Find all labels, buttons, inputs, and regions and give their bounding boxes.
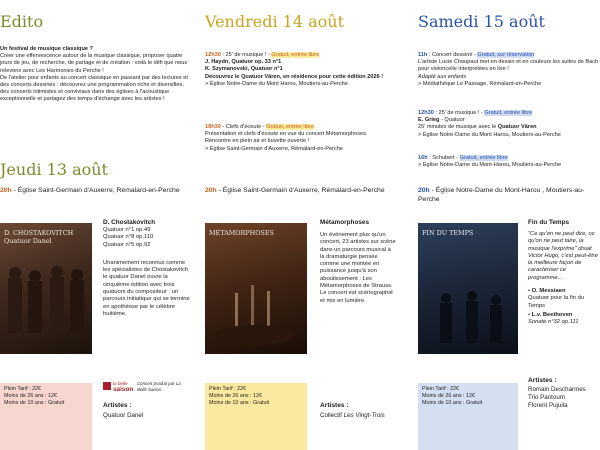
bullet-2-work: Sonate n°32 op.111 [528,319,579,326]
friday-event-1 [205,52,396,88]
saturday-event-2 [418,110,600,139]
friday-venue [205,187,396,196]
saturday-e3-time: 16h [418,155,428,161]
saturday-e2-time: 12h30 [418,110,434,116]
saturday-artists [528,377,600,410]
saturday-venue [418,187,600,204]
saturday-time: 20h [418,187,430,194]
thursday-program-title: D. Chostakovitch [103,219,156,226]
bullet-1-work: Quatuor pour la fin du Temps [528,295,585,309]
friday-e2-line4: > Église Saint-Germain d'Auxerre, Rémalard-en-Perche [205,145,344,152]
artist-name-2: Trio Pantoum [528,394,565,401]
friday-e2-line3: Rencontre en plein air et buvette ouverte ! [205,138,310,145]
edito-paragraph-2: De l'atelier pour enfants au concert classique en passant par des lectures et des concerts dessinés : découvrez une programmation riche et diversifiée, des concerts intimistes et conviviaux dans des églises à l'acoustique exceptionnelle et partagez des temps d'échange avec les artistes ! [0,74,188,103]
saturday-heading: Samedi 15 août [418,12,545,31]
price-under-10: Moins de 10 ans : Gratuit [209,400,270,407]
thursday-artists [103,402,191,420]
saturday-e1-text: : Concert dessiné - [427,52,478,58]
thursday-venue [0,187,191,196]
friday-e2-line2: Présentation et clefs d'écoute en vue du concert Métamorphoses. [205,131,368,138]
trio-silhouette-icon [418,223,518,354]
produced-by: Concert produit par La Belle Saison [137,381,181,392]
thursday-program-line-3: Quatuor n°5 op.92 [103,241,151,248]
saturday-event-1 [418,52,600,88]
artist-name [320,412,396,420]
price-full: Plein Tarif : 22€ [4,386,42,392]
saturday-e2-composer: E. Grieg [418,117,440,124]
price-under-26: Moins de 26 ans : 12€ [422,393,476,400]
artists-title: Artistes : [103,402,132,409]
price-under-26: Moins de 26 ans : 12€ [4,393,58,400]
thursday-program-line-1: Quatuor n°1 op.49 [103,227,151,233]
thursday-program [103,219,191,318]
friday-e1-line2: J. Haydn, Quatuor op. 33 n°1 [205,59,282,66]
friday-heading: Vendredi 14 août [205,12,345,31]
friday-event-2 [205,124,396,153]
saturday-e2-text: : 25' de musique ! - [433,110,485,116]
orchestra-silhouette-icon [205,223,307,354]
friday-venue-text: - Église Saint-Germain d'Auxerre, Rémalard-en-Perche [216,187,385,194]
saturday-e2-work: - Quatuor [439,117,465,124]
bullet-icon: • [528,288,531,295]
artist-name-1: Romain Descharmes [528,386,586,393]
saturday-photo [418,223,518,354]
saturday-e1-time: 11h [418,52,428,58]
friday-e2-time: 18h30 [205,124,221,130]
saturday-prices [418,383,518,450]
price-under-10: Moins de 10 ans : Gratuit [4,400,65,407]
artist-collective: Les Vingt-Trois [343,412,385,419]
column-thursday [0,0,191,450]
friday-artists [320,402,396,420]
saturday-e3-highlight: Gratuit, entrée libre [459,155,508,161]
friday-e1-line3: K. Szymanovski, Quatuor n°1 [205,66,283,73]
thursday-photo-label: D. CHOSTAKOVITCH Quatuor Danel [4,229,74,245]
artist-name: Quatuor Danel [103,412,144,419]
saturday-program [528,219,600,327]
saturday-bullet-2 [528,312,600,319]
friday-e1-highlight: Gratuit, entrée libre [271,52,320,58]
friday-e1-text: : 25' de musique ! - [220,52,272,58]
friday-e1-time: 12h30 [205,52,221,58]
saturday-bullet-1 [528,288,600,295]
saturday-e2-line3a: 25' minutes de musique avec le [418,124,498,131]
bullet-2-name: L.v. Beethoven [531,311,573,318]
friday-photo-label: MÉTAMORPHOSES [209,229,274,237]
price-full: Plein Tarif : 22€ [209,386,247,392]
price-under-10: Moins de 10 ans : Gratuit [422,400,483,407]
friday-e2-highlight: Gratuit, entrée libre [266,124,314,130]
saturday-quote: "Ce qu'on ne peut dire, ce qu'on ne peut taire, la musique l'exprime" disait Victor Hugo, c'est peut-être la meilleure façon de caractériser ce programme... [528,231,598,281]
edito-title: Un festival de musique classique ? [0,46,93,52]
saturday-e1-line2: L'artiste Lucie Choupaut met en dessin et en couleurs les suites de Bach pour violoncelle interprétées en live ! [418,59,599,73]
friday-time: 20h [205,187,217,194]
belle-saison-logo-icon [103,382,111,390]
artist-name-3: Florent Pujuila [528,402,568,409]
price-full: Plein Tarif : 22€ [422,386,460,392]
thursday-venue-text: - Église Saint-Germain d'Auxerre, Rémalard-en-Perche [11,187,180,194]
friday-program [320,219,396,305]
bullet-icon: • [528,311,531,318]
friday-prices [205,383,307,450]
saturday-program-title: Fin du Temps [528,219,570,226]
thursday-heading: Jeudi 13 août [0,160,108,179]
friday-program-title: Métamorphoses [320,219,370,226]
thursday-time: 20h [0,187,12,194]
saturday-photo-label: FIN DU TEMPS [422,229,474,237]
saturday-e1-line4: > Médiathèque Le Passage, Rémalard-en-Perche [418,80,542,87]
saturday-e1-line3: Adapté aux enfants [418,73,467,80]
saturday-e3-line2: > Église Notre-Dame du Mont-Harou, Moutiers-au-Perche [418,162,562,169]
saturday-e1-highlight: Gratuit, sur réservation [477,52,535,58]
saturday-e3-text: : Schubert - [427,155,460,161]
saturday-e2-highlight: Gratuit, entrée libre [484,110,533,116]
thursday-photo [0,223,92,354]
friday-photo [205,223,307,354]
friday-e2-text: - Clefs d'écoute - [220,124,267,130]
artists-title: Artistes : [320,402,349,409]
friday-e1-line4: Découvrez le Quatuor Vâren, en résidence pour cette édition 2026 ! [205,73,384,80]
edito-paragraph-1: Créer une effervescence autour de la musique classique, proposer quatre jours de jeu, de recherche, de partage et de création : voilà le défi que nous relevons avec Les Harmonies du Perche ! [0,53,188,74]
price-under-26: Moins de 26 ans : 12€ [209,393,263,400]
saturday-event-3 [418,155,600,169]
friday-description: Un événement plus qu'un concert, 23 artistes sur scène dans un parcours musical à la dramaturgie pensée comme une montée en puissance jusqu'à son aboutissement : Les Métamorphoses de Strauss. Le concert est scénographié et mis en lumière. [320,232,396,304]
artists-title: Artistes : [528,377,557,384]
column-saturday [418,0,600,450]
edito-heading: Edito [0,12,44,31]
logo-bottom-text: saison [113,386,134,393]
saturday-e2-line3b: Quatuor Vâren [497,124,537,131]
quartet-silhouette-icon [0,223,92,354]
belle-saison-logo [103,381,191,397]
friday-e1-line5: > Église Notre-Dame du Mont Harou, Moutiers-au-Perche [205,80,348,87]
thursday-prices [0,383,92,450]
saturday-venue-text: - Église Notre-Dame du Mont-Harou , Moutiers-au-Perche [418,187,585,203]
logo-top-text: la belle [113,381,128,386]
thursday-description: Unanimement reconnus comme les spécialistes de Chostakovitch le quatuor Danel ouvre la cinquième édition avec trois quatuors du compositeur : un parcours initiatique qui se termine en apothéose par le célèbre huitième. [103,259,190,317]
thursday-program-line-2: Quatuor n°8 op.110 [103,234,154,241]
bullet-1-name: O. Messiaen [531,288,566,295]
edito-text [0,46,191,104]
column-friday [205,0,396,450]
saturday-e2-line4: > Église Notre-Dame du Mont Harou, Moutiers-au-Perche [418,131,561,138]
artist-prefix: Collectif [320,412,344,419]
